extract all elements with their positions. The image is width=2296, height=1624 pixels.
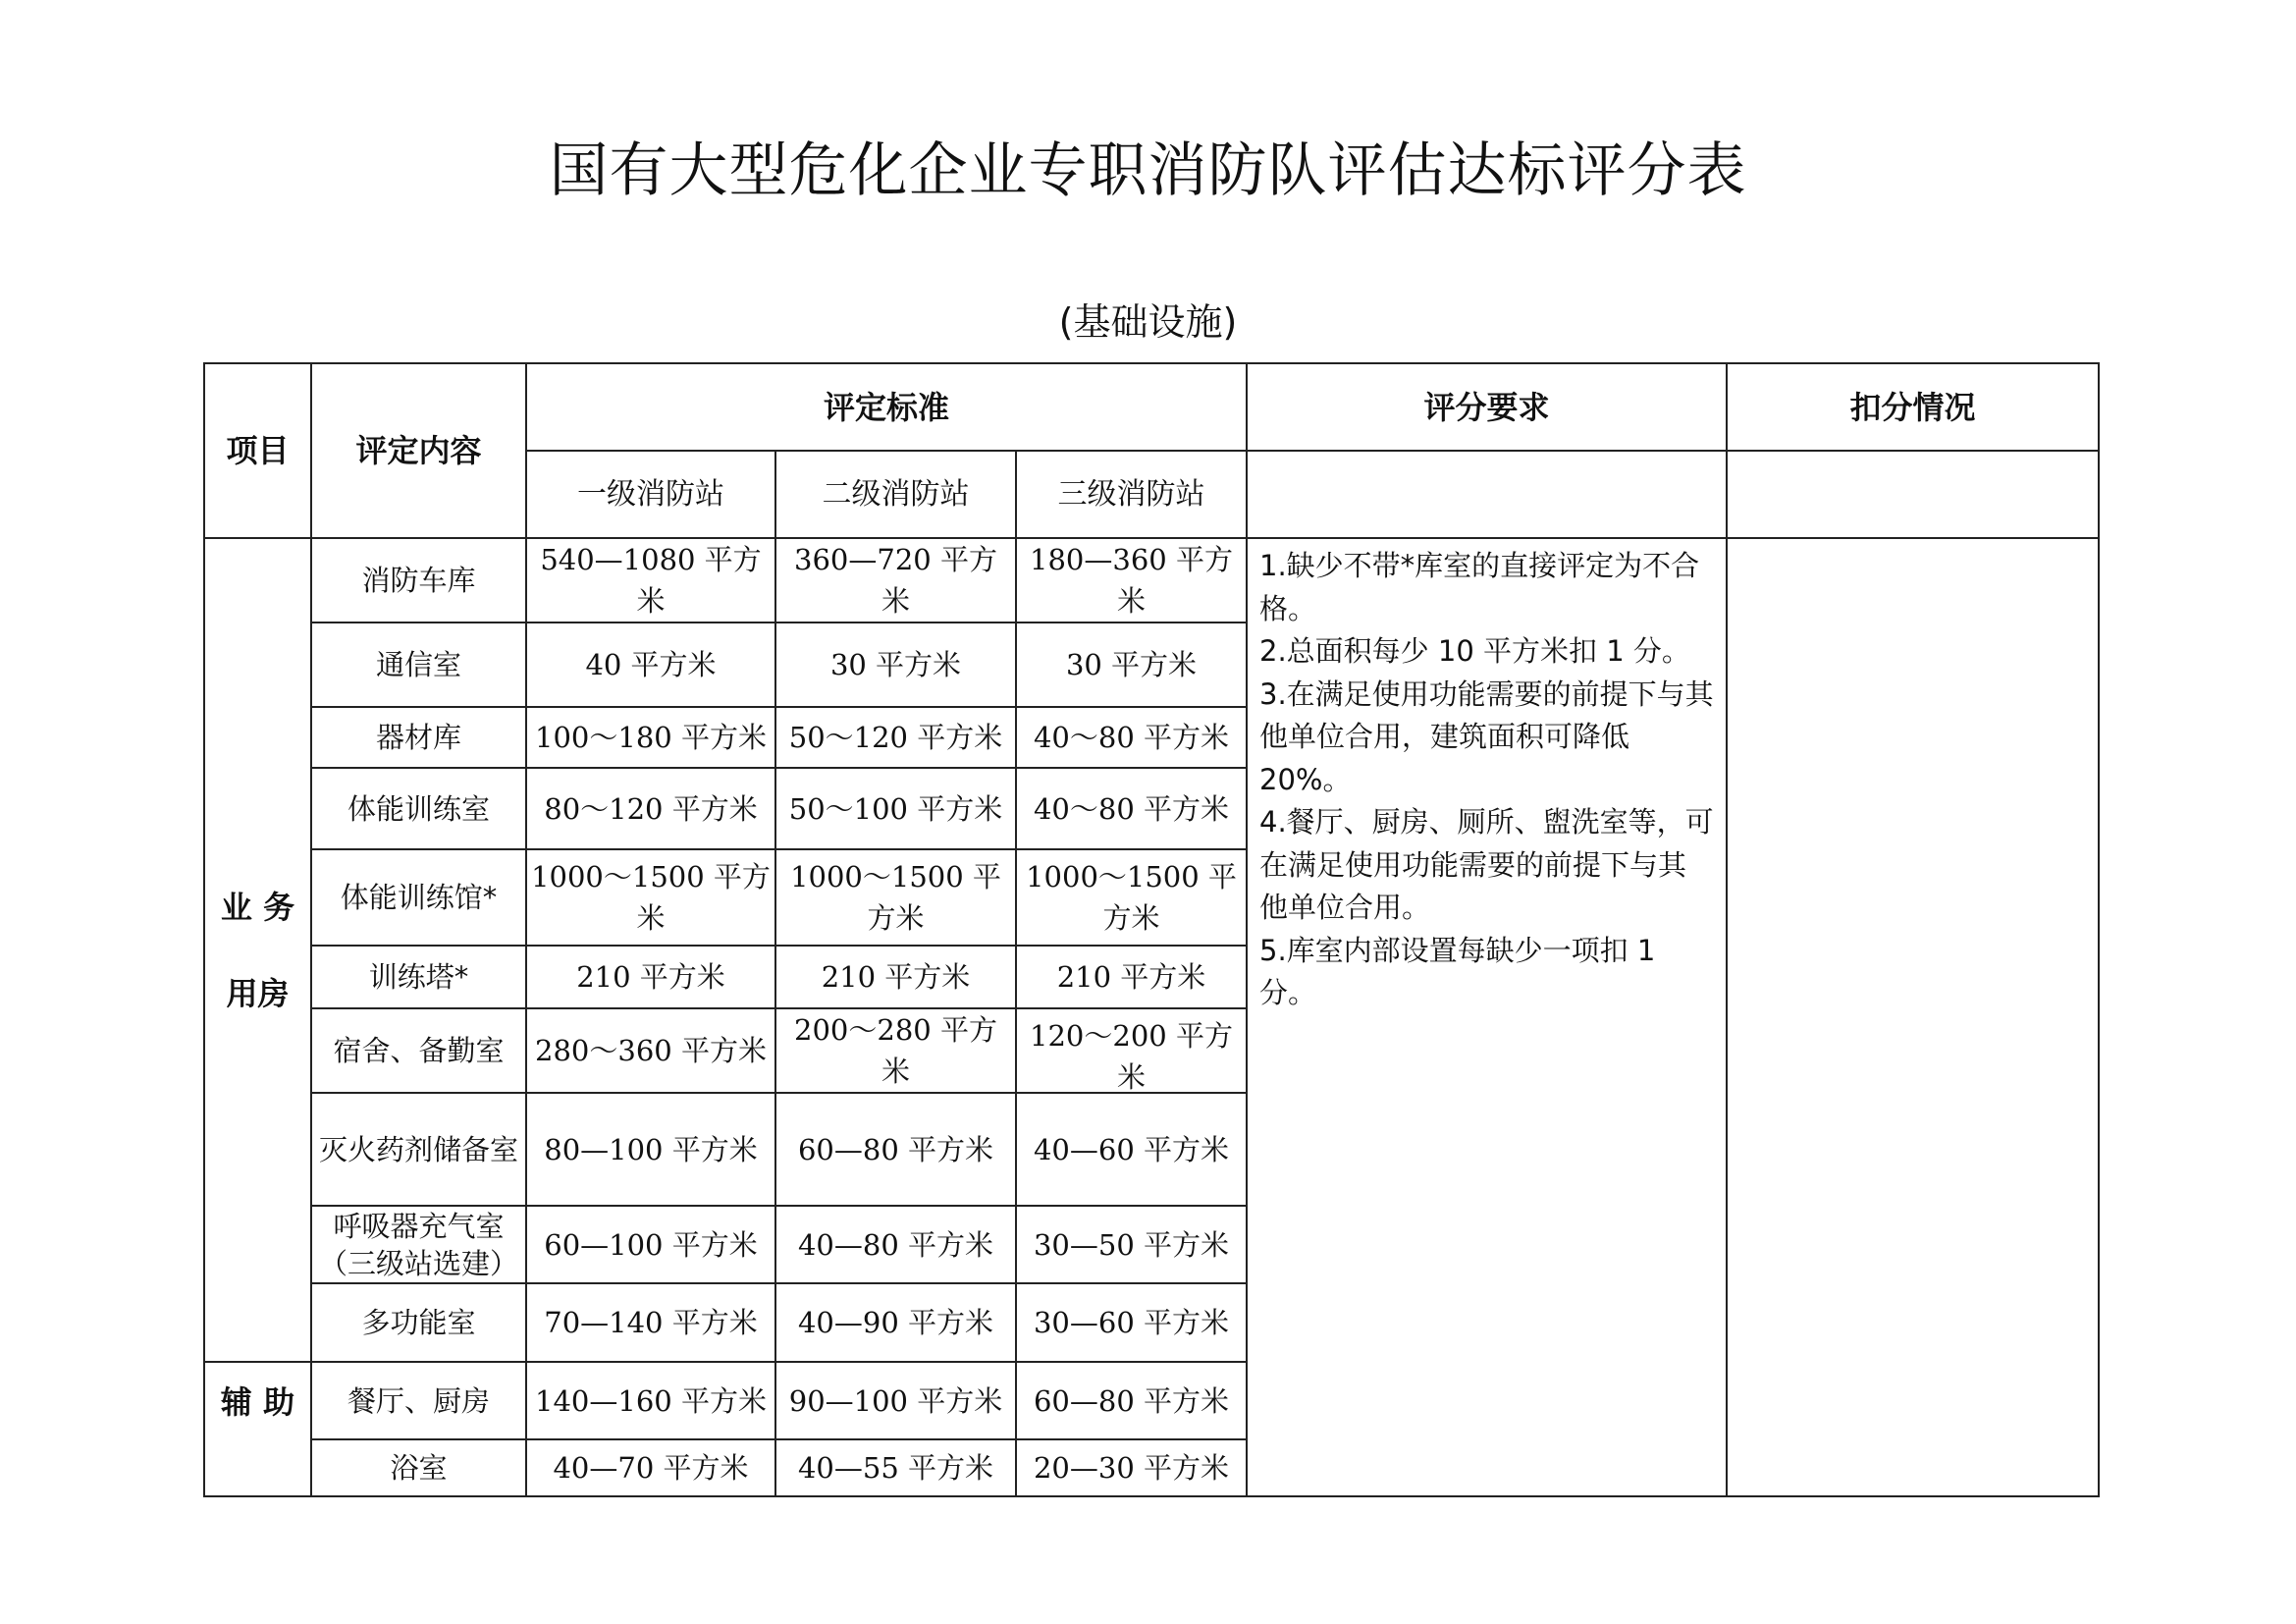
row-level3: 60—80 平方米 (1016, 1362, 1247, 1439)
row-level1: 140—160 平方米 (526, 1362, 775, 1439)
row-level3: 30 平方米 (1016, 623, 1247, 707)
row-level1: 540—1080 平方米 (526, 538, 775, 623)
category-business (204, 538, 311, 1362)
row-name: 体能训练室 (311, 768, 526, 849)
row-level1: 80—100 平方米 (526, 1093, 775, 1206)
header-level1: 一级消防站 (526, 451, 775, 538)
row-level3: 180—360 平方米 (1016, 538, 1247, 623)
header-standard: 评定标准 (526, 363, 1247, 451)
requirement-item: 1.缺少不带*库室的直接评定为不合格。 (1259, 549, 1700, 625)
requirement-item: 5.库室内部设置每缺少一项扣 1 分。 (1259, 933, 1656, 1009)
row-name: 多功能室 (311, 1283, 526, 1362)
row-name: 呼吸器充气室（三级站选建） (311, 1206, 526, 1283)
row-level2: 40—90 平方米 (775, 1283, 1016, 1362)
row-name: 消防车库 (311, 538, 526, 623)
row-name: 浴室 (311, 1439, 526, 1496)
document-title: 国有大型危化企业专职消防队评估达标评分表 (549, 136, 1747, 205)
category-business-label: 业 务 用房 (220, 888, 295, 1012)
row-level1: 40 平方米 (526, 623, 775, 707)
row-level1: 1000～1500 平方米 (526, 849, 775, 946)
category-auxiliary-label: 辅 助 (220, 1383, 295, 1421)
header-deduction: 扣分情况 (1727, 363, 2099, 451)
row-level3: 1000～1500 平方米 (1016, 849, 1247, 946)
row-level2: 30 平方米 (775, 623, 1016, 707)
row-level3: 30—50 平方米 (1016, 1206, 1247, 1283)
row-level1: 40—70 平方米 (526, 1439, 775, 1496)
row-name: 餐厅、厨房 (311, 1362, 526, 1439)
header-requirement: 评分要求 (1247, 363, 1727, 451)
row-level2: 60—80 平方米 (775, 1093, 1016, 1206)
row-name: 宿舍、备勤室 (311, 1008, 526, 1093)
score-table (203, 362, 2100, 1497)
row-level2: 50～120 平方米 (775, 707, 1016, 768)
row-level3: 210 平方米 (1016, 946, 1247, 1008)
header-content: 评定内容 (311, 363, 526, 538)
row-level3: 40～80 平方米 (1016, 707, 1247, 768)
category-auxiliary (204, 1362, 311, 1496)
row-level3: 40～80 平方米 (1016, 768, 1247, 849)
row-level1: 60—100 平方米 (526, 1206, 775, 1283)
row-level3 (1016, 1008, 1247, 1093)
row-name: 训练塔* (311, 946, 526, 1008)
row-level2: 50～100 平方米 (775, 768, 1016, 849)
row-level1: 70—140 平方米 (526, 1283, 775, 1362)
row-level2: 210 平方米 (775, 946, 1016, 1008)
row-level1: 100～180 平方米 (526, 707, 775, 768)
requirement-item: 3.在满足使用功能需要的前提下与其他单位合用，建筑面积可降低 20%。 (1259, 677, 1714, 796)
document-subtitle: (基础设施) (1058, 300, 1238, 344)
header-item: 项目 (204, 363, 311, 538)
requirements-cell (1247, 538, 1727, 1496)
row-level3-text: 120～200 平方米 (1030, 1019, 1233, 1094)
row-level2: 90—100 平方米 (775, 1362, 1016, 1439)
header-level3: 三级消防站 (1016, 451, 1247, 538)
subheader-requirement-empty (1247, 451, 1727, 538)
row-name: 体能训练馆* (311, 849, 526, 946)
row-name: 通信室 (311, 623, 526, 707)
requirement-item: 2.总面积每少 10 平方米扣 1 分。 (1259, 634, 1690, 668)
row-level1: 80～120 平方米 (526, 768, 775, 849)
row-level2: 40—80 平方米 (775, 1206, 1016, 1283)
row-level2: 40—55 平方米 (775, 1439, 1016, 1496)
row-level3: 20—30 平方米 (1016, 1439, 1247, 1496)
header-level2: 二级消防站 (775, 451, 1016, 538)
row-level2: 1000～1500 平方米 (775, 849, 1016, 946)
deduction-cell[interactable] (1727, 538, 2099, 1496)
row-name: 灭火药剂储备室 (311, 1093, 526, 1206)
row-level2: 360—720 平方米 (775, 538, 1016, 623)
row-name: 器材库 (311, 707, 526, 768)
row-level1: 280～360 平方米 (526, 1008, 775, 1093)
row-level3: 40—60 平方米 (1016, 1093, 1247, 1206)
table-row (204, 538, 2099, 623)
subheader-deduction-empty (1727, 451, 2099, 538)
header-row (204, 363, 2099, 451)
row-level3: 30—60 平方米 (1016, 1283, 1247, 1362)
requirement-item: 4.餐厅、厨房、厕所、盥洗室等，可在满足使用功能需要的前提下与其他单位合用。 (1259, 805, 1714, 924)
row-level2: 200～280 平方米 (775, 1008, 1016, 1093)
row-level1: 210 平方米 (526, 946, 775, 1008)
